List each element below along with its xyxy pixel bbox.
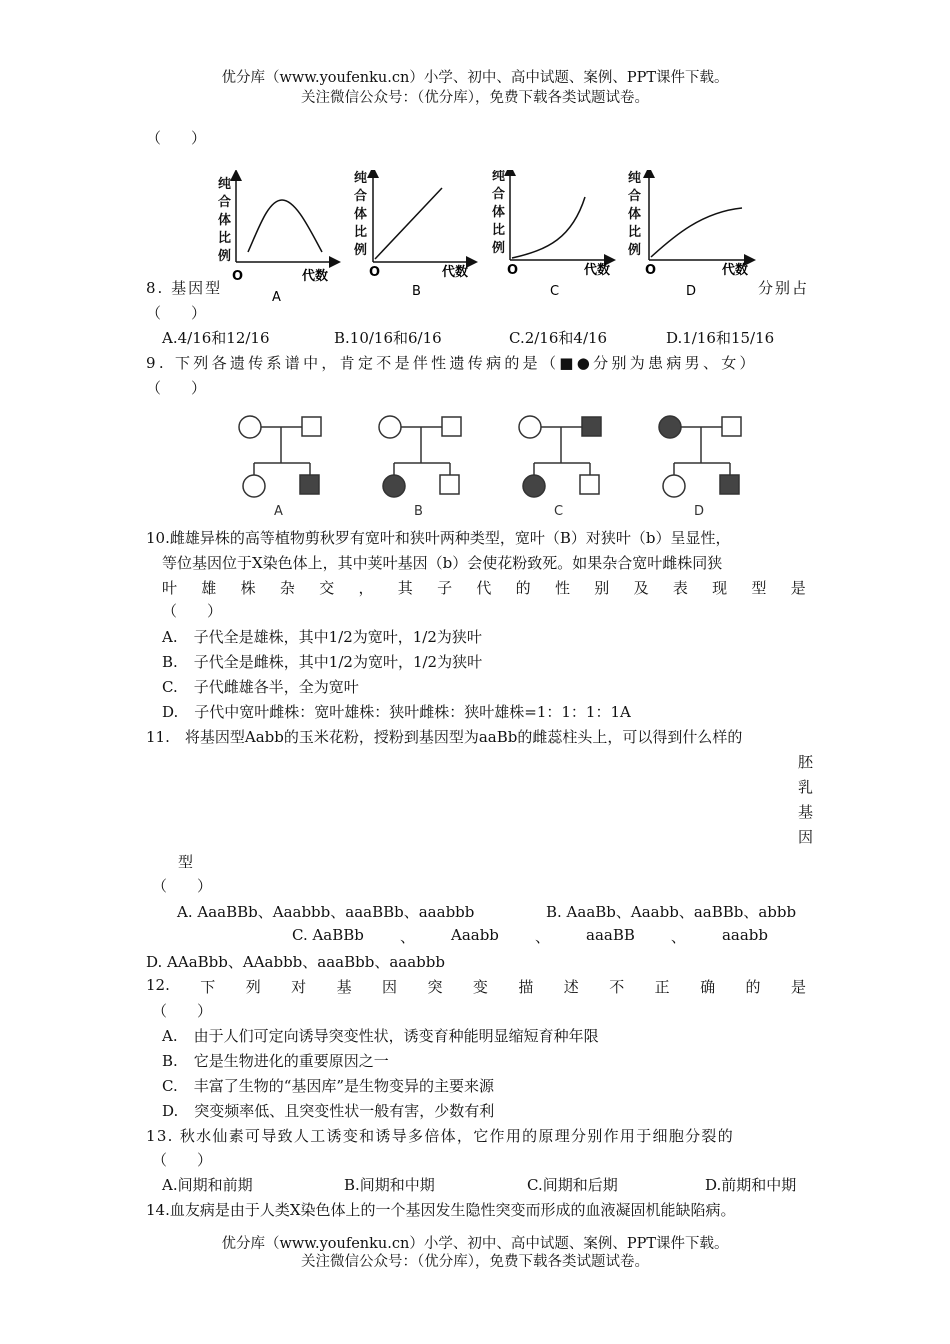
svg-text:合: 合 — [492, 187, 506, 202]
graph-a-xlabel: 代数 — [302, 269, 329, 284]
q12-option-b: B. 它是生物进化的重要原因之一 — [162, 1052, 389, 1070]
q11-vertical-1: 胚 — [798, 753, 814, 771]
graph-d-label: D — [686, 284, 697, 299]
graph-b-curve — [375, 188, 442, 259]
graph-a — [218, 175, 335, 305]
graph-a-label: A — [272, 290, 281, 305]
q11-option-a: A. AaaBBb、Aaabbb、aaaBBb、aaabbb — [177, 903, 475, 921]
graph-a-curve — [248, 200, 322, 252]
q11-tail: 型 — [178, 853, 194, 871]
graph-a-ylabel-2: 合 — [218, 195, 232, 210]
svg-text:纯: 纯 — [492, 170, 506, 184]
header-line-2: 关注微信公众号：（优分库），免费下载各类试题试卷。 — [301, 90, 649, 106]
footer-line-2: 关注微信公众号：（优分库），免费下载各类试题试卷。 — [301, 1254, 649, 1270]
svg-text:比: 比 — [492, 223, 506, 238]
svg-text:纯: 纯 — [354, 171, 368, 186]
svg-text:比: 比 — [628, 225, 642, 240]
q10-line-3: 叶 雄 株 杂 交 ， 其 子 代 的 性 别 及 表 现 型 是 — [162, 579, 806, 597]
q11-option-d: D. AAaBbb、AAabbb、aaaBbb、aaabbb — [146, 953, 445, 971]
q11-option-c: C. AaBBb 、 Aaabb 、 aaaBB 、 aaabb — [292, 926, 768, 946]
graph-c — [492, 170, 610, 299]
graph-d — [628, 170, 750, 299]
q12-stem: 12. 下 列 对 基 因 突 变 描 述 不 正 确 的 是 — [146, 976, 806, 996]
q13-option-a: A.间期和前期 — [162, 1176, 253, 1194]
q11-vertical-3: 基 — [798, 803, 814, 821]
q8-paren: （ ） — [146, 304, 207, 322]
pedigree-a — [239, 416, 321, 519]
svg-text:O: O — [507, 263, 519, 278]
q11-paren: （ ） — [152, 877, 213, 895]
svg-text:纯: 纯 — [628, 171, 642, 186]
graph-d-curve — [651, 208, 742, 257]
graph-c-label: C — [550, 284, 560, 299]
svg-text:体: 体 — [628, 207, 642, 222]
q13-stem: 13. 秋水仙素可导致人工诱变和诱导多倍体，它作用的原理分别作用于细胞分裂的 — [146, 1127, 735, 1145]
footer-line-1: 优分库（www.youfenku.cn）小学、初中、高中试题、案例、PPT课件下载。 — [221, 1236, 729, 1252]
pedigree-a-label: A — [274, 504, 283, 519]
pedigree-c-label: C — [554, 504, 564, 519]
q9-paren: （ ） — [146, 379, 207, 397]
q13-paren: （ ） — [152, 1151, 213, 1169]
svg-text:代数: 代数 — [442, 265, 469, 280]
svg-text:例: 例 — [628, 243, 642, 258]
svg-text:例: 例 — [492, 241, 506, 256]
q11-option-b: B. AaaBb、Aaabb、aaBBb、abbb — [546, 903, 797, 921]
q11-vertical-2: 乳 — [798, 778, 814, 796]
q13-option-d: D.前期和中期 — [705, 1176, 797, 1194]
header-line-1: 优分库（www.youfenku.cn）小学、初中、高中试题、案例、PPT课件下载。 — [221, 70, 729, 86]
graph-a-ylabel-3: 体 — [218, 213, 232, 228]
q13-option-b: B.间期和中期 — [344, 1176, 435, 1194]
q12-option-c: C. 丰富了生物的“基因库”是生物变异的主要来源 — [162, 1077, 495, 1095]
svg-text:比: 比 — [354, 225, 368, 240]
pedigree-d — [659, 416, 741, 519]
pedigree-b-label: B — [414, 504, 423, 519]
graph-a-ylabel-4: 比 — [218, 231, 232, 246]
q8-option-b: B.10/16和6/16 — [334, 329, 442, 347]
graph-a-ylabel-1: 纯 — [218, 177, 232, 192]
q10-option-c: C. 子代雌雄各半，全为宽叶 — [162, 678, 359, 696]
q13-option-c: C.间期和后期 — [527, 1176, 618, 1194]
q8-option-d: D.1/16和15/16 — [666, 329, 775, 347]
svg-text:合: 合 — [354, 189, 368, 204]
q8-option-c: C.2/16和4/16 — [509, 329, 608, 347]
svg-text:合: 合 — [628, 189, 642, 204]
generation-graphs — [210, 170, 770, 310]
answer-paren: （ ） — [146, 129, 207, 147]
svg-text:例: 例 — [354, 243, 368, 258]
svg-text:O: O — [369, 265, 381, 280]
pedigree-d-label: D — [694, 504, 705, 519]
q12-option-a: A. 由于人们可定向诱导突变性状，诱变育种能明显缩短育种年限 — [162, 1027, 599, 1045]
q8-option-a: A.4/16和12/16 — [162, 329, 270, 347]
q14-stem: 14.血友病是由于人类X染色体上的一个基因发生隐性突变而形成的血液凝固机能缺陷病。 — [146, 1201, 736, 1219]
q10-option-d: D. 子代中宽叶雌株：宽叶雄株：狭叶雌株：狭叶雄株=1：1：1：1A — [162, 703, 631, 721]
q10-option-b: B. 子代全是雌株，其中1/2为宽叶，1/2为狭叶 — [162, 653, 483, 671]
graph-a-ylabel-5: 例 — [218, 249, 232, 264]
graph-b — [354, 170, 472, 299]
q11-vertical-4: 因 — [798, 828, 814, 846]
q11-line-1: 11. 将基因型Aabb的玉米花粉，授粉到基因型为aaBb的雌蕊柱头上，可以得到什么样的 — [146, 728, 743, 746]
q8-stem-end: 分别占 — [758, 279, 810, 297]
pedigree-charts — [230, 405, 760, 520]
q10-paren: （ ） — [162, 602, 223, 620]
q10-line-1: 10.雌雄异株的高等植物剪秋罗有宽叶和狭叶两种类型，宽叶（B）对狭叶（b）呈显性， — [146, 529, 731, 547]
q12-option-d: D. 突变频率低、且突变性状一般有害，少数有利 — [162, 1102, 495, 1120]
svg-text:体: 体 — [354, 207, 368, 222]
pedigree-b — [379, 416, 461, 519]
svg-text:体: 体 — [492, 205, 506, 220]
pedigree-c — [519, 416, 601, 519]
q9-stem: 9. 下列各遗传系谱中，肯定不是伴性遗传病的是（■●分别为患病男、女） — [146, 354, 758, 372]
svg-text:O: O — [645, 263, 657, 278]
svg-text:代数: 代数 — [584, 263, 611, 278]
svg-text:代数: 代数 — [722, 263, 749, 278]
q10-line-2: 等位基因位于X染色体上，其中荚叶基因（b）会使花粉致死。如果杂合宽叶雌株同狭 — [162, 554, 723, 572]
graph-b-label: B — [412, 284, 421, 299]
graph-c-curve — [512, 197, 585, 258]
graph-a-origin: O — [232, 269, 244, 284]
q10-option-a: A. 子代全是雄株，其中1/2为宽叶，1/2为狭叶 — [162, 628, 482, 646]
q12-paren: （ ） — [152, 1002, 213, 1020]
q8-stem-start: 8. 基因型 — [146, 279, 223, 297]
